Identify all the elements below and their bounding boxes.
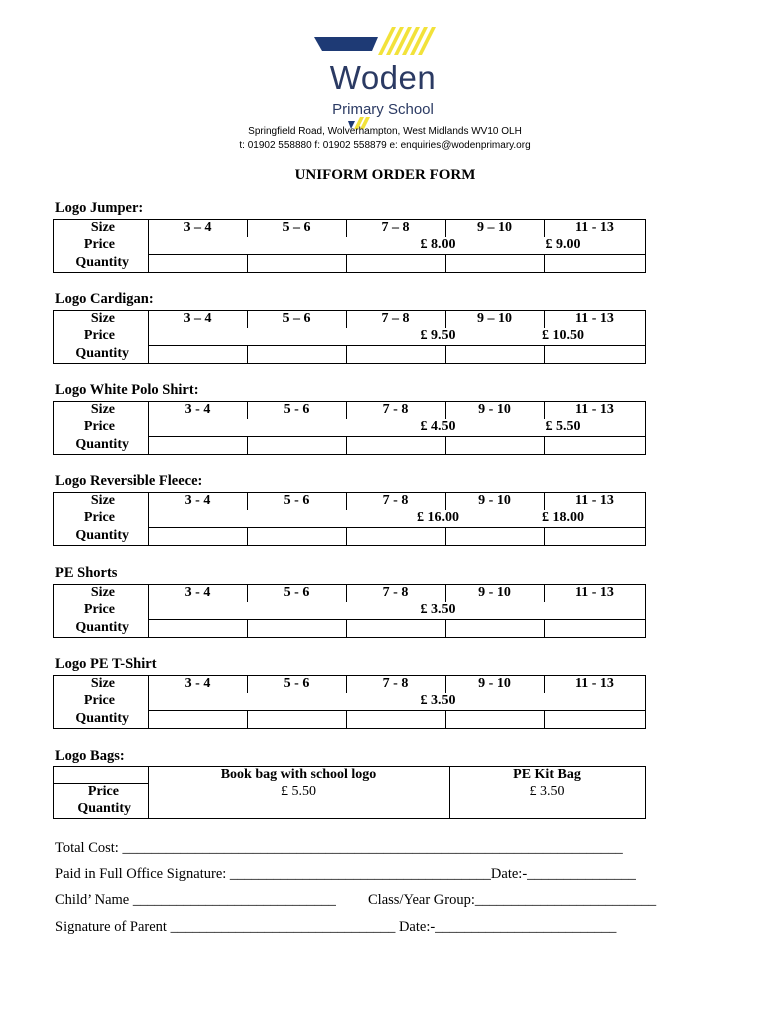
size-header: 3 – 4 — [183, 220, 212, 235]
quantity-cell[interactable] — [248, 437, 346, 454]
quantity-cell[interactable] — [347, 437, 445, 454]
row-label-price: Price — [83, 419, 115, 434]
size-header: 3 - 4 — [184, 493, 211, 508]
school-logo — [308, 25, 458, 133]
quantity-cell[interactable] — [248, 711, 346, 728]
size-header: 5 – 6 — [282, 220, 311, 235]
size-header: 7 - 8 — [382, 493, 409, 508]
quantity-cell[interactable] — [149, 255, 247, 272]
size-header: 3 - 4 — [184, 402, 211, 417]
quantity-cell[interactable] — [545, 437, 645, 454]
size-header: 9 - 10 — [478, 493, 511, 508]
quantity-cell[interactable] — [248, 255, 346, 272]
class-year-field[interactable]: Class/Year Group:_________________________ — [368, 892, 657, 908]
size-header: 5 - 6 — [283, 676, 310, 691]
size-header: 3 - 4 — [184, 585, 211, 600]
quantity-cell[interactable] — [248, 346, 346, 363]
total-cost-field[interactable]: Total Cost: _____________________________________________________________________ — [55, 840, 623, 856]
quantity-cell[interactable] — [347, 620, 445, 637]
logo-wordmark: Woden — [329, 59, 437, 96]
quantity-cell[interactable] — [545, 346, 645, 363]
pe-kit-bag-label: PE Kit Bag — [513, 767, 581, 782]
size-header: 11 - 13 — [575, 585, 614, 600]
quantity-cell[interactable] — [149, 620, 247, 637]
quantity-cell[interactable] — [248, 620, 346, 637]
child-name-field[interactable]: Child’ Name ____________________________ — [55, 892, 336, 908]
price-value: £ 16.00 — [417, 510, 459, 525]
pe-kit-bag-price: £ 3.50 — [529, 784, 565, 799]
book-bag-price: £ 5.50 — [281, 784, 316, 799]
row-label-quantity: Quantity — [75, 711, 129, 726]
row-label-price: Price — [83, 237, 115, 252]
quantity-cell[interactable] — [446, 437, 544, 454]
row-label-price: Price — [83, 328, 115, 343]
size-header: 11 - 13 — [575, 402, 614, 417]
size-header: 7 – 8 — [381, 220, 410, 235]
size-header: 11 - 13 — [575, 311, 614, 326]
section-title: Logo Cardigan: — [55, 291, 154, 307]
quantity-cell[interactable] — [149, 528, 247, 545]
quantity-cell[interactable] — [446, 620, 544, 637]
size-header: 11 - 13 — [575, 220, 614, 235]
row-label-size: Size — [90, 676, 115, 691]
quantity-cell[interactable] — [149, 437, 247, 454]
size-header: 9 - 10 — [478, 585, 511, 600]
row-label-size: Size — [90, 220, 115, 235]
row-label-quantity: Quantity — [75, 346, 129, 361]
price-value: £ 3.50 — [420, 602, 456, 617]
row-label-price: Price — [83, 693, 115, 708]
quantity-cell[interactable] — [347, 711, 445, 728]
row-label-quantity: Quantity — [75, 255, 129, 270]
quantity-cell[interactable] — [248, 528, 346, 545]
bags-grid — [53, 766, 646, 819]
school-contact: t: 01902 558880 f: 01902 558879 e: enquiries@wodenprimary.org — [239, 140, 531, 151]
size-header: 3 - 4 — [184, 676, 211, 691]
quantity-cell[interactable] — [347, 528, 445, 545]
size-header: 9 - 10 — [478, 676, 511, 691]
form-title: UNIFORM ORDER FORM — [294, 167, 476, 183]
size-price-grid — [53, 219, 646, 273]
size-header: 5 - 6 — [283, 402, 310, 417]
price-value: £ 10.50 — [542, 328, 584, 343]
size-header: 7 - 8 — [382, 676, 409, 691]
quantity-cell[interactable] — [446, 528, 544, 545]
bags-quantity-label: Quantity — [77, 801, 131, 816]
quantity-cell[interactable] — [347, 255, 445, 272]
quantity-cell[interactable] — [545, 711, 645, 728]
price-value: £ 9.00 — [545, 237, 581, 252]
size-price-grid — [53, 401, 646, 455]
size-header: 3 – 4 — [183, 311, 212, 326]
size-header: 5 - 6 — [283, 585, 310, 600]
row-label-size: Size — [90, 311, 115, 326]
price-value: £ 3.50 — [420, 693, 456, 708]
price-value: £ 5.50 — [545, 419, 581, 434]
size-header: 11 - 13 — [575, 493, 614, 508]
quantity-cell[interactable] — [545, 255, 645, 272]
school-address: Springfield Road, Wolverhampton, West Midlands WV10 OLH — [248, 126, 522, 137]
size-price-grid — [53, 584, 646, 638]
book-bag-label: Book bag with school logo — [220, 767, 377, 782]
section-title: Logo Bags: — [55, 748, 125, 764]
section-title: Logo Jumper: — [55, 200, 144, 216]
logo-subtitle: Primary School — [332, 101, 434, 118]
quantity-cell[interactable] — [149, 711, 247, 728]
quantity-cell[interactable] — [545, 528, 645, 545]
size-header: 9 – 10 — [477, 220, 512, 235]
size-price-grid — [53, 492, 646, 546]
row-label-size: Size — [90, 493, 115, 508]
row-label-quantity: Quantity — [75, 437, 129, 452]
office-signature-field[interactable]: Paid in Full Office Signature: ____________________________________Date:-_______________ — [55, 866, 636, 882]
bags-price-label: Price — [87, 784, 119, 799]
price-value: £ 9.50 — [420, 328, 456, 343]
row-label-quantity: Quantity — [75, 620, 129, 635]
quantity-cell[interactable] — [149, 346, 247, 363]
price-value: £ 8.00 — [420, 237, 456, 252]
row-label-price: Price — [83, 602, 115, 617]
parent-signature-field[interactable]: Signature of Parent _______________________________ Date:-_________________________ — [55, 919, 617, 935]
row-label-size: Size — [90, 585, 115, 600]
size-price-grid — [53, 310, 646, 364]
quantity-cell[interactable] — [446, 711, 544, 728]
quantity-cell[interactable] — [347, 346, 445, 363]
size-header: 7 – 8 — [381, 311, 410, 326]
section-title: PE Shorts — [55, 565, 118, 581]
size-header: 11 - 13 — [575, 676, 614, 691]
price-value: £ 4.50 — [420, 419, 456, 434]
size-header: 9 – 10 — [477, 311, 512, 326]
section-title: Logo PE T-Shirt — [55, 656, 157, 672]
quantity-cell[interactable] — [446, 255, 544, 272]
size-header: 5 - 6 — [283, 493, 310, 508]
quantity-cell[interactable] — [545, 620, 645, 637]
size-header: 7 - 8 — [382, 402, 409, 417]
size-price-grid — [53, 675, 646, 729]
row-label-price: Price — [83, 510, 115, 525]
size-header: 7 - 8 — [382, 585, 409, 600]
price-value: £ 18.00 — [542, 510, 584, 525]
section-title: Logo White Polo Shirt: — [55, 382, 199, 398]
size-header: 9 - 10 — [478, 402, 511, 417]
section-title: Logo Reversible Fleece: — [55, 473, 203, 489]
row-label-quantity: Quantity — [75, 528, 129, 543]
size-header: 5 – 6 — [282, 311, 311, 326]
row-label-size: Size — [90, 402, 115, 417]
quantity-cell[interactable] — [446, 346, 544, 363]
